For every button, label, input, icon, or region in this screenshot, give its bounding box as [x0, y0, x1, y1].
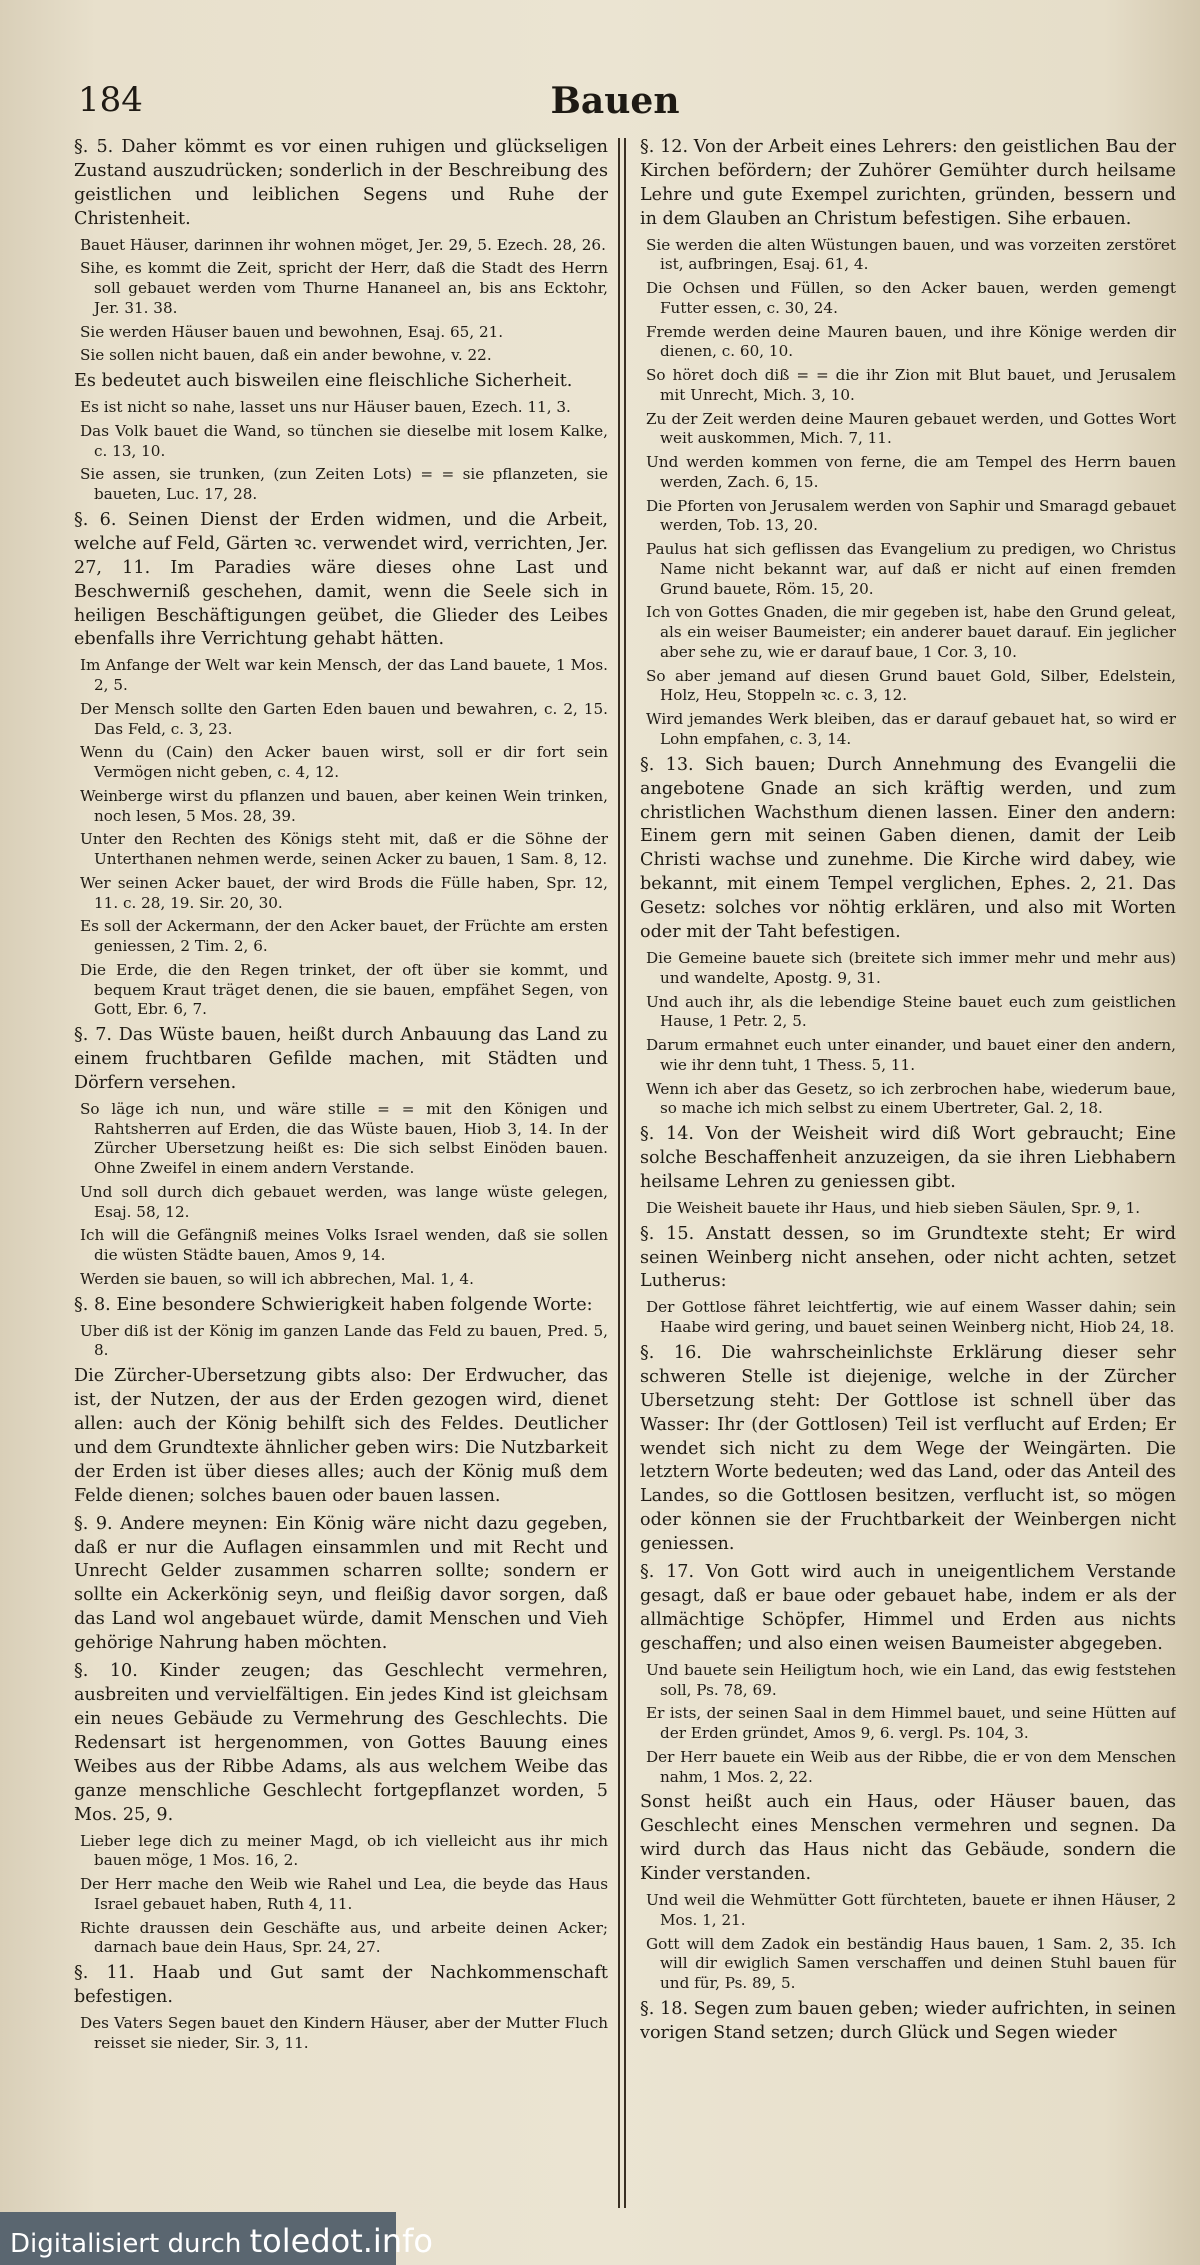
- section-paragraph: §. 6. Seinen Dienst der Erden widmen, und die Arbeit, welche auf Feld, Gärten ꝛc. verwendet wird, verrichten, Jer. 27, 11. Im Paradies wäre dieses ohne Last und Beschwerniß geschehen, damit, wenn die Seele sich in heiligen Beschäftigungen geübet, die Glieder des Leibes ebenfalls ihre Verrichtung gehabt hätten.: [74, 509, 608, 650]
- scripture-citation: Der Herr bauete ein Weib aus der Ribbe, die er von dem Menschen nahm, 1 Mos. 2, 22.: [646, 1747, 1176, 1786]
- scripture-citation: Wenn ich aber das Gesetz, so ich zerbrochen habe, wiederum baue, so mache ich mich selbst zu einem Ubertreter, Gal. 2, 18.: [646, 1079, 1176, 1118]
- scripture-citation: Die Ochsen und Füllen, so den Acker bauen, werden gemengt Futter essen, c. 30, 24.: [646, 279, 1176, 317]
- scripture-citation: Und auch ihr, als die lebendige Steine bauet euch zum geistlichen Hause, 1 Petr. 2, 5.: [646, 992, 1176, 1031]
- scripture-citation: Wer seinen Acker bauet, der wird Brods die Fülle haben, Spr. 12, 11. c. 28, 19. Sir. 20, 30.: [80, 873, 608, 912]
- scripture-citation: Der Herr mache den Weib wie Rahel und Lea, die beyde das Haus Israel gebauet haben, Ruth 4, 11.: [80, 1875, 608, 1913]
- section-paragraph: §. 8. Eine besondere Schwierigkeit haben folgende Worte:: [74, 1294, 593, 1315]
- scripture-citation: Und soll durch dich gebauet werden, was lange wüste gelegen, Esaj. 58, 12.: [80, 1182, 608, 1221]
- scripture-citation: Und weil die Wehmütter Gott fürchteten, bauete er ihnen Häuser, 2 Mos. 1, 21.: [646, 1891, 1176, 1929]
- scripture-citation: Der Mensch sollte den Garten Eden bauen und bewahren, c. 2, 15. Das Feld, c. 3, 23.: [80, 699, 608, 738]
- scripture-citation: Die Weisheit bauete ihr Haus, und hieb sieben Säulen, Spr. 9, 1.: [646, 1198, 1141, 1217]
- scripture-citation: Im Anfange der Welt war kein Mensch, der das Land bauete, 1 Mos. 2, 5.: [80, 656, 608, 695]
- scripture-citation: Wenn du (Cain) den Acker bauen wirst, soll er dir fort sein Vermögen nicht geben, c. 4, 12.: [80, 743, 608, 782]
- running-head: Bauen: [550, 80, 680, 122]
- scripture-citation: Lieber lege dich zu meiner Magd, ob ich vielleicht aus ihr mich bauen möge, 1 Mos. 16, 2.: [80, 1831, 608, 1870]
- scripture-citation: Werden sie bauen, so will ich abbrechen, Mal. 1, 4.: [80, 1269, 474, 1288]
- scripture-citation: Die Erde, die den Regen trinket, der oft über sie kommt, und bequem Kraut träget denen, die sie bauen, empfähet Segen, von Gott, Ebr. 6, 7.: [80, 960, 608, 1019]
- scripture-citation: Der Gottlose fähret leichtfertig, wie auf einem Wasser dahin; sein Haabe wird gering, und bauet seinen Weinberg nicht, Hiob 24, 18.: [646, 1298, 1176, 1337]
- column-rule: [624, 138, 626, 2208]
- section-paragraph: §. 9. Andere meynen: Ein König wäre nicht dazu gegeben, daß er nur die Auflagen einsammlen und mit Recht und Unrecht Gelder zusammen scharren sollte; sondern er sollte ein Ackerkönig seyn, und fleißig davor sorgen, daß das Land wol angebauet würde, damit Menschen und Vieh gehörige Nahrung haben möchten.: [74, 1513, 608, 1654]
- section-paragraph: §. 13. Sich bauen; Durch Annehmung des Evangelii die angebotene Gnade an sich kräftig werden, und zum christlichen Wachsthum dienen lassen. Einer den andern: Einem gern mit seinen Gaben dienen, damit der Leib Christi wachse und zunehme. Die Kirche wird dabey, wie bekannt, mit einem Tempel verglichen, Ephes. 2, 21. Das Gesetz: solches vor nöhtig erklären, und also mit Worten oder mit der Taht befestigen.: [640, 754, 1176, 943]
- scripture-citation: Die Gemeine bauete sich (breitete sich immer mehr und mehr aus) und wandelte, Apostg. 9, 31.: [646, 949, 1176, 987]
- scripture-citation: Ich von Gottes Gnaden, die mir gegeben ist, habe den Grund geleat, als ein weiser Baumeister; ein anderer bauet darauf. Ein jeglicher aber sehe zu, wie er darauf baue, 1 Cor. 3, 10.: [646, 603, 1176, 661]
- section-paragraph: Es bedeutet auch bisweilen eine fleischliche Sicherheit.: [74, 371, 573, 392]
- section-paragraph: §. 18. Segen zum bauen geben; wieder aufrichten, in seinen vorigen Stand setzen; durch Glück und Segen wieder: [640, 1998, 1176, 2043]
- scripture-citation: Darum ermahnet euch unter einander, und bauet einer den andern, wie ihr denn tuht, 1 Thess. 5, 11.: [646, 1036, 1176, 1074]
- scripture-citation: Ich will die Gefängniß meines Volks Israel wenden, daß sie sollen die wüsten Städte bauen, Amos 9, 14.: [80, 1226, 608, 1265]
- right-column: [640, 136, 1176, 2211]
- section-paragraph: Sonst heißt auch ein Haus, oder Häuser bauen, das Geschlecht eines Menschen vermehren und segnen. Da wird durch das Haus nicht das Gebäude, sondern die Kinder verstanden.: [640, 1792, 1176, 1885]
- scripture-citation: Sie sollen nicht bauen, daß ein ander bewohne, v. 22.: [80, 346, 492, 365]
- scripture-citation: So aber jemand auf diesen Grund bauet Gold, Silber, Edelstein, Holz, Heu, Stoppeln ꝛc. c. 3, 12.: [646, 666, 1176, 705]
- scripture-citation: Zu der Zeit werden deine Mauren gebauet werden, und Gottes Wort weit auskommen, Mich. 7, 11.: [646, 409, 1176, 448]
- section-paragraph: §. 10. Kinder zeugen; das Geschlecht vermehren, ausbreiten und vervielfältigen. Ein jedes Kind ist gleichsam ein neues Gebäude zu Vermehrung des Geschlechts. Die Redensart ist hergenommen, von Gottes Bauung eines Weibes aus der Ribbe Adams, als aus welchem Weibe das ganze menschliche Geschlecht fortgepflanzet worden, 5 Mos. 25, 9.: [74, 1661, 608, 1825]
- scripture-citation: Fremde werden deine Mauren bauen, und ihre Könige werden dir dienen, c. 60, 10.: [646, 322, 1176, 361]
- credit-brand[interactable]: toledot.info: [249, 2222, 433, 2260]
- left-column: [74, 136, 608, 2211]
- section-paragraph: §. 14. Von der Weisheit wird diß Wort gebraucht; Eine solche Beschaffenheit anzuzeigen, da sie ihren Liebhabern heilsame Lehren zu geniessen gibt.: [640, 1124, 1176, 1192]
- scripture-citation: Wird jemandes Werk bleiben, das er darauf gebauet hat, so wird er Lohn empfahen, c. 3, 14.: [646, 710, 1176, 748]
- section-paragraph: §. 12. Von der Arbeit eines Lehrers: den geistlichen Bau der Kirchen befördern; der Zuhörer Gemühter durch heilsame Lehre und gute Exempel zurichten, gründen, bessern und in dem Glauben an Christum befestigen. Sihe erbauen.: [640, 137, 1176, 229]
- digitization-credit[interactable]: [10, 2222, 433, 2260]
- scripture-citation: So läge ich nun, und wäre stille = = mit den Königen und Rahtsherren auf Erden, die das Wüste bauen, Hiob 3, 14. In der Zürcher Ubersetzung heißt es: Die sich selbst Einöden bauen. Ohne Zweifel in einem andern Verstande.: [80, 1099, 608, 1178]
- scripture-citation: Und werden kommen von ferne, die am Tempel des Herrn bauen werden, Zach. 6, 15.: [646, 453, 1176, 491]
- section-paragraph: §. 5. Daher kömmt es vor einen ruhigen und glückseligen Zustand auszudrücken; sonderlich in der Beschreibung des geistlichen und leiblichen Segens und Ruhe der Christenheit.: [74, 137, 608, 229]
- scripture-citation: Das Volk bauet die Wand, so tünchen sie dieselbe mit losem Kalke, c. 13, 10.: [80, 421, 608, 460]
- section-paragraph: §. 16. Die wahrscheinlichste Erklärung dieser sehr schweren Stelle ist diejenige, welche in der Zürcher Ubersetzung steht: Der Gottlose ist schnell über das Wasser: Ihr (der Gottlosen) Teil ist verflucht auf Erden; Er wendet sich nicht zu dem Wege der Weingärten. Die letztern Worte bedeuten; wed das Land, oder das Anteil des Landes, so die Gottlosen besitzen, verflucht ist, so mögen oder können sie der Fruchtbarkeit der Weinbergen nicht geniessen.: [640, 1342, 1176, 1555]
- scripture-citation: So höret doch diß = = die ihr Zion mit Blut bauet, und Jerusalem mit Unrecht, Mich. 3, 10.: [646, 366, 1176, 404]
- credit-prefix: Digitalisiert durch: [10, 2229, 250, 2259]
- section-paragraph: §. 7. Das Wüste bauen, heißt durch Anbauung das Land zu einem fruchtbaren Gefilde machen, mit Städten und Dörfern versehen.: [74, 1025, 608, 1093]
- scripture-citation: Es soll der Ackermann, der den Acker bauet, der Früchte am ersten geniessen, 2 Tim. 2, 6.: [80, 917, 608, 956]
- scripture-citation: Sihe, es kommt die Zeit, spricht der Herr, daß die Stadt des Herrn soll gebauet werden vom Thurne Hananeel an, bis ans Ecktohr, Jer. 31. 38.: [80, 259, 608, 317]
- column-rule: [618, 138, 620, 2208]
- section-paragraph: Die Zürcher-Ubersetzung gibts also: Der Erdwucher, das ist, der Nutzen, der aus der Erden gezogen wird, dienet allen: auch der König behilft sich des Feldes. Deutlicher und dem Grundtexte ähnlicher geben wirs: Die Nutzbarkeit der Erden ist über dieses alles; auch der König muß dem Felde dienen; solches bauen oder bauen lassen.: [74, 1366, 608, 1506]
- scripture-citation: Richte draussen dein Geschäfte aus, und arbeite deinen Acker; darnach baue dein Haus, Spr. 24, 27.: [80, 1918, 608, 1957]
- scripture-citation: Sie werden Häuser bauen und bewohnen, Esaj. 65, 21.: [80, 322, 504, 341]
- scripture-citation: Bauet Häuser, darinnen ihr wohnen möget, Jer. 29, 5. Ezech. 28, 26.: [80, 235, 606, 254]
- scripture-citation: Gott will dem Zadok ein beständig Haus bauen, 1 Sam. 2, 35. Ich will dir ewiglich Samen verschaffen und deinen Stuhl bauen für und für, Ps. 89, 5.: [646, 1934, 1176, 1993]
- scripture-citation: Die Pforten von Jerusalem werden von Saphir und Smaragd gebauet werden, Tob. 13, 20.: [646, 496, 1176, 535]
- section-paragraph: §. 11. Haab und Gut samt der Nachkommenschaft befestigen.: [74, 1963, 608, 2008]
- section-paragraph: §. 15. Anstatt dessen, so im Grundtexte steht; Er wird seinen Weinberg nicht ansehen, oder nicht achten, setzet Lutherus:: [640, 1223, 1176, 1292]
- scripture-citation: Sie assen, sie trunken, (zun Zeiten Lots) = = sie pflanzeten, sie baueten, Luc. 17, 28.: [80, 465, 608, 504]
- section-paragraph: §. 17. Von Gott wird auch in uneigentlichem Verstande gesagt, daß er baue oder gebauet habe, indem er als der allmächtige Schöpfer, Himmel und Erden aus nichts geschaffen; und also einen weisen Baumeister abgegeben.: [640, 1562, 1176, 1654]
- scripture-citation: Paulus hat sich geflissen das Evangelium zu predigen, wo Christus Name nicht bekannt war, auf daß er nicht auf einen fremden Grund bauete, Röm. 15, 20.: [646, 540, 1176, 598]
- scripture-citation: Uber diß ist der König im ganzen Lande das Feld zu bauen, Pred. 5, 8.: [80, 1321, 608, 1360]
- page-number: 184: [78, 80, 143, 120]
- scripture-citation: Er ists, der seinen Saal in dem Himmel bauet, und seine Hütten auf der Erden gründet, Amos 9, 6. vergl. Ps. 104, 3.: [646, 1704, 1176, 1743]
- scripture-citation: Es ist nicht so nahe, lasset uns nur Häuser bauen, Ezech. 11, 3.: [80, 398, 571, 417]
- scripture-citation: Und bauete sein Heiligtum hoch, wie ein Land, das ewig feststehen soll, Ps. 78, 69.: [646, 1660, 1176, 1699]
- scripture-citation: Weinberge wirst du pflanzen und bauen, aber keinen Wein trinken, noch lesen, 5 Mos. 28, 39.: [80, 786, 608, 825]
- scripture-citation: Unter den Rechten des Königs steht mit, daß er die Söhne der Unterthanen nehmen werde, seinen Acker zu bauen, 1 Sam. 8, 12.: [80, 830, 608, 869]
- scripture-citation: Sie werden die alten Wüstungen bauen, und was vorzeiten zerstöret ist, aufbringen, Esaj. 61, 4.: [646, 235, 1176, 274]
- scripture-citation: Des Vaters Segen bauet den Kindern Häuser, aber der Mutter Fluch reisset sie nieder, Sir. 3, 11.: [80, 2013, 608, 2052]
- page-header: [70, 80, 1160, 130]
